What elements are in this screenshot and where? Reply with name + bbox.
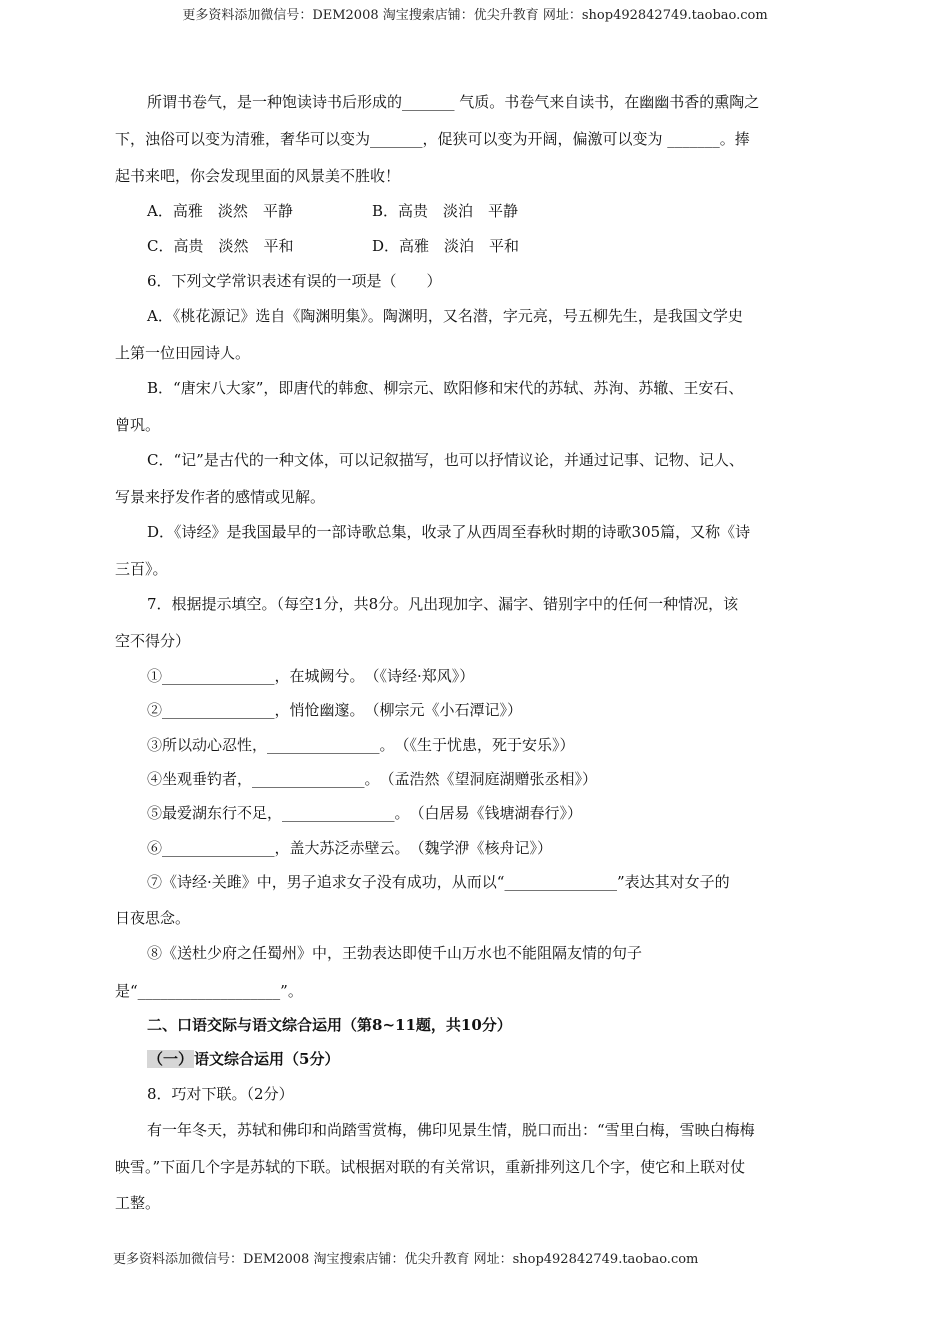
q5-passage-line-3: 起书来吧，你会发现里面的风景美不胜收！: [115, 167, 401, 185]
page-footer: 更多资料添加微信号：DEM2008 淘宝搜索店铺：优尖升教育 网址：shop492842749.taobao.com: [113, 1252, 699, 1267]
q7-item-2: ②_______________，悄怆幽邃。 （柳宗元《小石潭记》）: [147, 701, 523, 719]
q5-option-a: A．高雅 淡然 平静: [147, 202, 293, 220]
q7-item-4: ④坐观垂钓者，_______________。 （孟浩然《望洞庭湖赠张丞相》）: [147, 770, 598, 788]
q6-option-b-line-2: 曾巩。: [115, 416, 161, 434]
subsection-marker: （一）: [148, 1050, 194, 1068]
q7-stem-line-1: 7．根据提示填空。（每空1分，共8分。凡出现加字、漏字、错别字中的任何一种情况，该: [147, 595, 739, 613]
section-2-subtitle: [147, 1049, 339, 1069]
q6-option-d-line-2: 三百》。: [115, 560, 168, 578]
q7-item-6: ⑥_______________，盖大苏泛赤壁云。 （魏学洢《核舟记》）: [147, 839, 553, 857]
q7-item-7-line-2: 日夜思念。: [115, 909, 191, 927]
q6-option-c-line-2: 写景来抒发作者的感情或见解。: [115, 488, 326, 506]
q7-item-8-line-2: 是“___________________”。: [115, 982, 303, 1000]
q7-item-3: ③所以动心忍性，_______________。 （《生于忧患，死于安乐》）: [147, 736, 575, 754]
q8-stem: 8．巧对下联。（2分）: [147, 1085, 294, 1103]
section-2-title: 二、口语交际与语文综合运用（第8~11题，共10分）: [147, 1016, 512, 1034]
q5-option-c: C．高贵 淡然 平和: [147, 237, 294, 255]
q5-option-b: B．高贵 淡泊 平静: [372, 202, 519, 220]
q5-passage-line-2: 下，浊俗可以变为清雅，奢华可以变为_______，促狭可以变为开阔，偏激可以变为 _______。捧: [115, 130, 750, 148]
subsection-title: 语文综合运用（5分）: [194, 1050, 340, 1068]
q6-option-c-line-1: C．“记”是古代的一种文体，可以记叙描写，也可以抒情议论，并通过记事、记物、记人、: [147, 451, 744, 469]
q6-option-a-line-2: 上第一位田园诗人。: [115, 344, 251, 362]
q7-item-1: ①_______________，在城阙兮。 （《诗经·郑风》）: [147, 667, 475, 685]
q6-option-a-line-1: A．《桃花源记》选自《陶渊明集》。陶渊明，又名潜，字元亮，号五柳先生，是我国文学史: [147, 307, 743, 325]
q7-item-7-line-1: ⑦《诗经·关雎》中，男子追求女子没有成功，从而以“_______________”表达其对女子的: [147, 873, 730, 891]
q8-passage-line-3: 工整。: [115, 1194, 161, 1212]
page-header: 更多资料添加微信号：DEM2008 淘宝搜索店铺：优尖升教育 网址：shop492842749.taobao.com: [182, 8, 768, 23]
q8-passage-line-1: 有一年冬天，苏轼和佛印和尚踏雪赏梅，佛印见景生情，脱口而出：“雪里白梅，雪映白梅梅: [147, 1121, 755, 1139]
q6-option-d-line-1: D．《诗经》是我国最早的一部诗歌总集，收录了从西周至春秋时期的诗歌305篇，又称《诗: [147, 523, 751, 541]
q5-option-d: D．高雅 淡泊 平和: [372, 237, 520, 255]
q6-stem: 6．下列文学常识表述有误的一项是（ ）: [147, 272, 442, 290]
q7-stem-line-2: 空不得分）: [115, 632, 191, 650]
q8-passage-line-2: 映雪。”下面几个字是苏轼的下联。试根据对联的有关常识，重新排列这几个字，使它和上联对仗: [115, 1158, 746, 1176]
q7-item-5: ⑤最爱湖东行不足，_______________。 （白居易《钱塘湖春行》）: [147, 804, 583, 822]
q5-passage-line-1: 所谓书卷气，是一种饱读诗书后形成的_______ 气质。书卷气来自读书，在幽幽书香的熏陶之: [147, 93, 760, 111]
q6-option-b-line-1: B．“唐宋八大家”，即唐代的韩愈、柳宗元、欧阳修和宋代的苏轼、苏洵、苏辙、王安石、: [147, 379, 744, 397]
q7-item-8-line-1: ⑧《送杜少府之任蜀州》中，王勃表达即使千山万水也不能阻隔友情的句子: [147, 944, 643, 962]
